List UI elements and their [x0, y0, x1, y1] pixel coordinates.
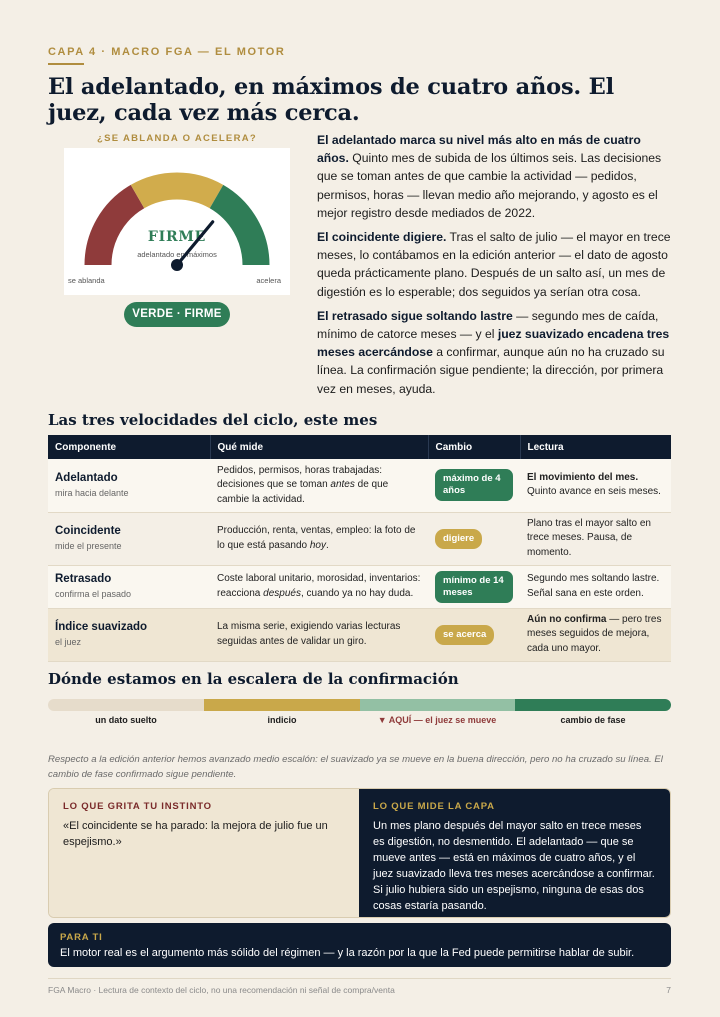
para-ti-text: El motor real es el argumento más sólido del régimen — y la razón por la que la Fed puede permitirse hablar de subir. — [60, 947, 635, 959]
change-badge: máximo de 4 años — [435, 469, 513, 501]
measure-panel — [359, 789, 670, 917]
what-text: de que cambie la actividad. — [217, 479, 389, 505]
instinct-panel — [49, 789, 359, 917]
gauge-segment-gold — [138, 186, 217, 197]
table-title: Las tres velocidades del ciclo, este mes — [48, 411, 378, 429]
ladder-label: cambio de fase — [560, 715, 626, 725]
what-cell — [210, 459, 428, 512]
footer-text: FGA Macro · Lectura de contexto del ciclo, no una recomendación ni señal de compra/venta — [48, 985, 395, 995]
reading-bold: Aún no confirma — [527, 613, 607, 625]
what-emphasis: después — [263, 587, 301, 599]
table-row — [48, 512, 671, 565]
para-ti-box — [48, 923, 671, 967]
para-ti-label: PARA TI — [60, 932, 103, 943]
gauge-segment-green — [217, 197, 257, 265]
gauge-left-label: se ablanda — [68, 276, 105, 285]
change-badge: digiere — [435, 529, 482, 549]
ladder-title: Dónde estamos en la escalera de la confirmación — [48, 670, 459, 688]
what-cell — [210, 565, 428, 608]
what-text: Pedidos, permisos, horas trabajadas: decisiones que se toman — [217, 464, 383, 490]
change-cell — [428, 608, 520, 661]
what-text: Producción, renta, ventas, empleo: la foto de lo que está pasando — [217, 525, 416, 551]
measure-text: Un mes plano después del mayor salto en trece meses es digestión, no desmentido. El adelantado — que se mueve antes — está en máximos de cuatro años, y el juez suavizado lleva tres meses acercándose a confirmar. Si julio hubiera sido un espejismo, ninguna de esas dos cosas estaría pasando. — [373, 820, 655, 912]
page-number: 7 — [666, 985, 671, 995]
component-name: Adelantado — [55, 472, 118, 484]
ladder-step-4 — [515, 699, 671, 711]
component-sub: el juez — [55, 637, 82, 648]
column-header: Qué mide — [210, 435, 428, 459]
table-row — [48, 459, 671, 512]
instinct-vs-measure — [48, 788, 671, 918]
instinct-label: LO QUE GRITA TU INSTINTO — [63, 801, 212, 812]
what-text: . — [325, 539, 329, 551]
paragraph-coincidente — [317, 228, 673, 301]
component-name: Índice suavizado — [55, 621, 148, 634]
table-header-row — [48, 435, 671, 459]
paragraph-retrasado — [317, 307, 673, 398]
body-text — [317, 131, 673, 404]
component-cell — [48, 565, 210, 608]
reading-text: Segundo mes soltando lastre. Señal sana en este orden. — [527, 573, 660, 599]
what-text: Coste laboral unitario, morosidad, inventarios: reacciona — [217, 573, 421, 599]
section-kicker: CAPA 4 · MACRO FGA — EL MOTOR — [48, 46, 286, 58]
change-badge: se acerca — [435, 625, 494, 645]
gauge-right-label: acelera — [256, 276, 281, 285]
page-title: El adelantado, en máximos de cuatro años. El juez, cada vez más cerca. — [48, 74, 614, 126]
cycle-table — [48, 435, 671, 662]
instinct-text: «El coincidente se ha parado: la mejora de julio fue un espejismo.» — [63, 820, 328, 848]
footer-divider — [48, 978, 671, 979]
paragraph-text: Tras el salto de julio — el mayor en trece meses, lo contábamos en la edición anterior — el dato de agosto queda prácticamente plano. Después de un salto así, un mes de digestión es lo esperable; dos seguidos ya serían otra cosa. — [317, 230, 671, 299]
paragraph-text: a confirmar, aunque aún no ha cruzado su línea. La confirmación sigue pendiente; la dirección, por primera vez en meses, ayuda. — [317, 345, 665, 396]
ladder-marker-label: ▼ AQUÍ — el juez se mueve — [377, 715, 497, 725]
component-cell — [48, 512, 210, 565]
edition-note: Respecto a la edición anterior hemos avanzado medio escalón: el suavizado ya se mueve en la buena dirección, pero no ha cruzado su línea. El cambio de fase confirmado sigue pendiente. — [48, 754, 663, 780]
paragraph-lead: juez suavizado encadena tres meses acercándose — [317, 327, 670, 360]
what-emphasis: antes — [330, 479, 355, 490]
gauge-svg — [64, 148, 290, 295]
column-header: Lectura — [520, 435, 671, 459]
paragraph-adelantado — [317, 131, 673, 222]
reading-text: Quinto avance en seis meses. — [527, 486, 661, 498]
gauge — [64, 148, 290, 295]
gauge-question: ¿SE ABLANDA O ACELERA? — [96, 133, 257, 144]
reading-cell — [520, 459, 671, 512]
ladder-label: indicio — [267, 715, 297, 725]
gauge-center-sub: adelantado en máximos — [137, 250, 217, 259]
confirmation-ladder — [48, 699, 671, 711]
what-cell — [210, 608, 428, 661]
table-row — [48, 608, 671, 661]
column-header: Componente — [48, 435, 210, 459]
component-sub: confirma el pasado — [55, 589, 132, 600]
status-badge: VERDE · FIRME — [124, 302, 230, 327]
measure-label: LO QUE MIDE LA CAPA — [373, 801, 495, 812]
component-name: Coincidente — [55, 525, 121, 538]
what-text: La misma serie, exigiendo varias lecturas seguidas antes de validar un giro. — [217, 621, 401, 647]
paragraph-text: Quinto mes de subida de los últimos seis. Las decisiones que se toman antes de que cambie la actividad — pedidos, permisos, horas — llevan medio año mejorando, y agosto es el mejor registro desde mediados de 2022. — [317, 151, 662, 220]
ladder-labels — [48, 715, 671, 729]
paragraph-lead: El retrasado sigue soltando lastre — [317, 308, 513, 323]
reading-cell — [520, 608, 671, 661]
component-sub: mide el presente — [55, 541, 122, 552]
column-header: Cambio — [428, 435, 520, 459]
gauge-center-word: FIRME — [147, 229, 207, 245]
reading-bold: El movimiento del mes. — [527, 471, 639, 483]
change-cell — [428, 459, 520, 512]
reading-cell — [520, 565, 671, 608]
reading-text: Plano tras el mayor salto en trece meses. Pausa, de momento. — [527, 517, 651, 558]
ladder-step-1 — [48, 699, 204, 711]
component-name: Retrasado — [55, 573, 112, 586]
gauge-hub — [171, 259, 183, 271]
paragraph-text: — segundo mes de caída, mínimo de catorce meses — y el — [317, 308, 659, 342]
kicker-rule — [48, 63, 84, 65]
paragraph-lead: El coincidente digiere. — [317, 230, 447, 245]
what-emphasis: hoy — [309, 539, 326, 551]
reading-cell — [520, 512, 671, 565]
change-badge: mínimo de 14 meses — [435, 571, 513, 603]
what-text: , cuando ya no hay duda. — [300, 587, 414, 599]
table-row — [48, 565, 671, 608]
paragraph-lead: El adelantado marca su nivel más alto en más de cuatro años. — [317, 133, 641, 166]
component-sub: mira hacia delante — [55, 488, 129, 498]
ladder-step-2 — [204, 699, 360, 711]
what-cell — [210, 512, 428, 565]
ladder-label: un dato suelto — [95, 715, 157, 725]
component-cell — [48, 459, 210, 512]
change-cell — [428, 565, 520, 608]
gauge-segment-red — [98, 197, 138, 265]
component-cell — [48, 608, 210, 661]
reading-text: — pero tres meses seguidos de mejora, cada uno mayor. — [527, 613, 662, 654]
ladder-step-3 — [360, 699, 516, 711]
change-cell — [428, 512, 520, 565]
footer — [48, 985, 671, 995]
